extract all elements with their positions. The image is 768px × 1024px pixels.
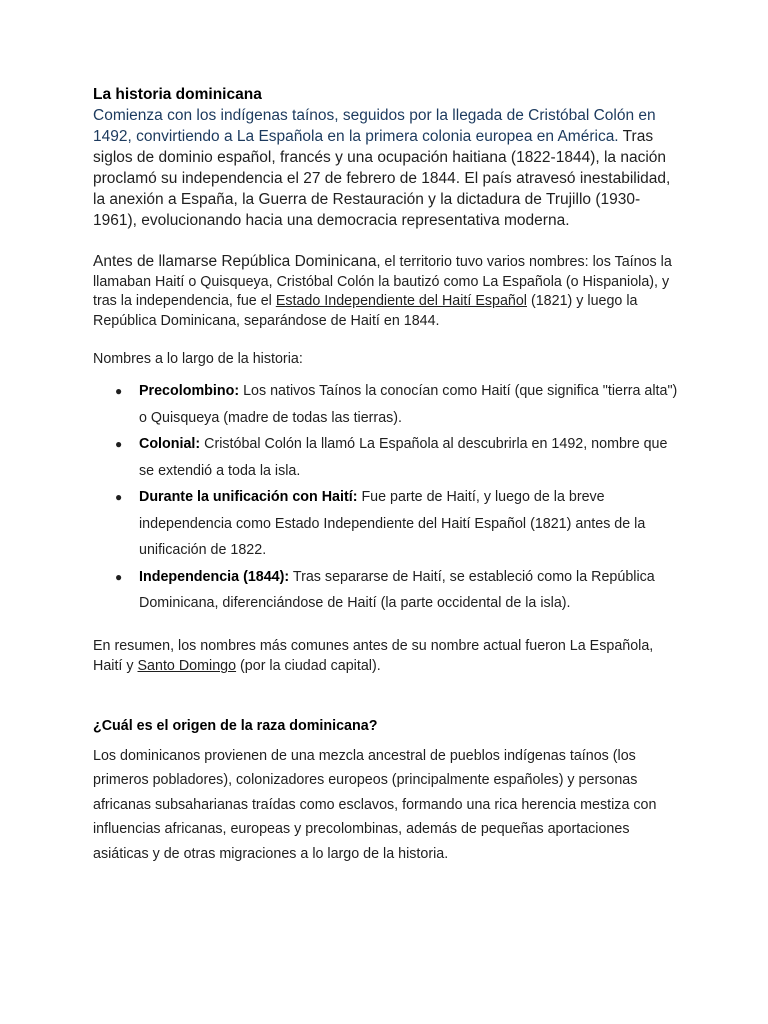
bullet-icon: ● <box>115 569 123 584</box>
list-item-label: Durante la unificación con Haití: <box>139 489 358 505</box>
names-list <box>93 378 681 617</box>
list-item <box>93 564 681 617</box>
history-paragraph <box>93 105 681 231</box>
summary-text-a: En resumen, los nombres más comunes antes de su nombre actual fueron La Española, Haití y <box>93 637 654 674</box>
list-item-text: Tras separarse de Haití, se estableció como la República Dominicana, diferenciándose de Haití (la parte occidental de la isla). <box>139 568 655 611</box>
bullet-icon: ● <box>115 384 123 398</box>
santo-domingo-link[interactable]: Santo Domingo <box>137 658 237 674</box>
list-item <box>93 431 681 484</box>
names-text-b: (1821) y luego la República Dominicana, separándose de Haití en 1844. <box>93 293 638 329</box>
section-title: La historia dominicana <box>93 86 262 103</box>
history-intro-highlight: Comienza con los indígenas taínos, seguidos por la llegada de Cristóbal Colón en 1492, convirtiendo a La Española en la primera colonia europea en América. <box>93 107 656 145</box>
list-item-label: Colonial: <box>139 436 201 452</box>
names-text-a: , el territorio tuvo varios nombres: los Taínos la llamaban Haití o Quisqueya, Cristóbal Colón la bautizó como La Española (o Hispaniola), y tras la independencia, fue el <box>93 254 672 309</box>
names-lead: Antes de llamarse República Dominicana <box>93 253 377 270</box>
bullet-icon: ● <box>115 437 123 451</box>
names-intro: Nombres a lo largo de la historia: <box>93 351 303 367</box>
summary-text-b: (por la ciudad capital). <box>236 658 381 674</box>
list-item-text: Cristóbal Colón la llamó La Española al descubrirla en 1492, nombre que se extendió a toda la isla. <box>139 436 668 479</box>
list-item <box>93 378 681 431</box>
document-page <box>93 84 681 866</box>
list-item-text: Fue parte de Haití, y luego de la breve independencia como Estado Independiente del Haití Español (1821) antes de la unificación de 1822. <box>139 489 646 558</box>
list-item-label: Independencia (1844): <box>139 568 290 585</box>
list-item-text: Los nativos Taínos la conocían como Haití (que significa "tierra alta") o Quisqueya (madre de todas las tierras). <box>139 383 678 426</box>
origin-paragraph: Los dominicanos provienen de una mezcla ancestral de pueblos indígenas taínos (los primeros pobladores), colonizadores europeos (principalmente españoles) y personas africanas subsaharianas traídas como esclavos, formando una rica herencia mestiza con influencias africanas, europeas y precolombinas, además de pequeñas aportaciones asiáticas y de otras migraciones a lo largo de la historia. <box>93 747 657 862</box>
names-paragraph <box>93 252 681 331</box>
bullet-icon: ● <box>115 490 123 504</box>
list-item-label: Precolombino: <box>139 383 240 399</box>
summary-paragraph <box>93 636 681 677</box>
estado-independiente-link[interactable]: Estado Independiente del Haití Español <box>275 293 527 309</box>
history-intro-rest: Tras siglos de dominio español, francés y una ocupación haitiana (1822-1844), la nación proclamó su independencia el 27 de febrero de 1844. El país atravesó inestabilidad, la anexión a España, la Guerra de Restauración y la dictadura de Trujillo (1930-1961), evolucionando hacia una democracia representativa moderna. <box>93 128 671 229</box>
origin-heading: ¿Cuál es el origen de la raza dominicana? <box>93 717 378 734</box>
list-item <box>93 484 681 564</box>
